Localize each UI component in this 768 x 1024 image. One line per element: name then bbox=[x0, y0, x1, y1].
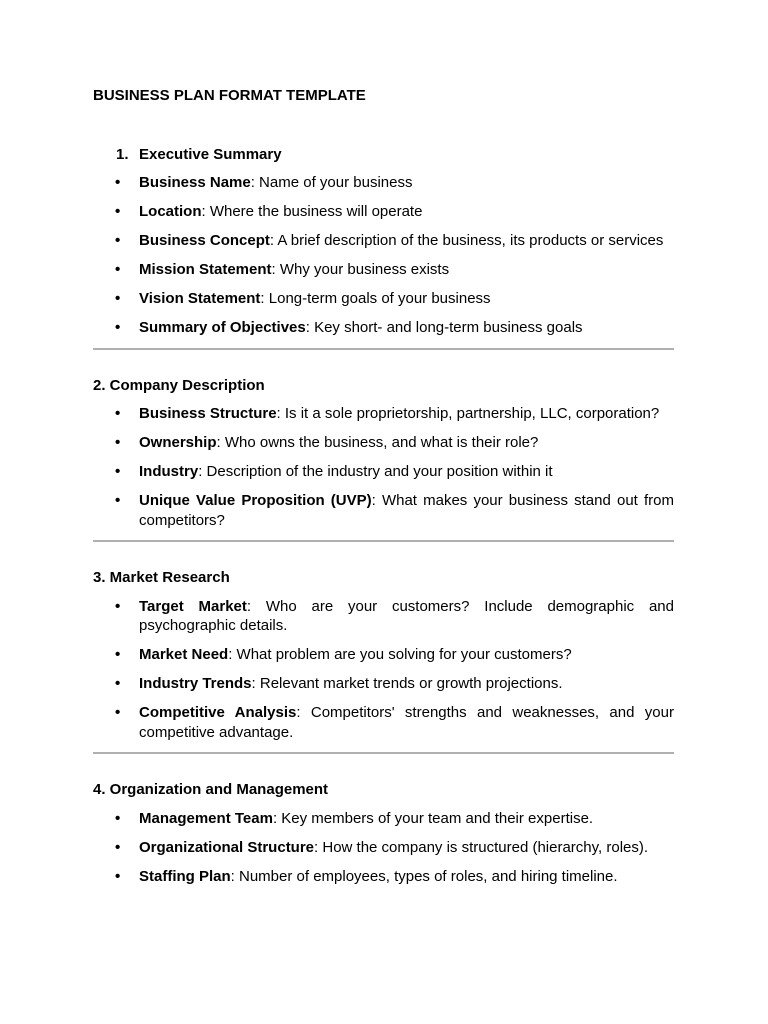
list-item bbox=[93, 674, 674, 694]
bullet-icon: • bbox=[115, 434, 121, 451]
item-text: : Name of your business bbox=[250, 174, 413, 191]
item-term: Target Market bbox=[139, 597, 247, 615]
item-text: : Key members of your team and their expertise. bbox=[272, 809, 594, 827]
section-heading: 4. Organization and Management bbox=[93, 781, 329, 798]
item-term: Location bbox=[139, 203, 202, 220]
section-market-research bbox=[93, 568, 674, 754]
bullet-icon: • bbox=[115, 675, 121, 692]
list-item bbox=[93, 202, 674, 222]
item-text: : A brief description of the business, its products or services bbox=[269, 232, 664, 249]
item-term: Organizational Structure bbox=[139, 838, 315, 856]
section-divider bbox=[93, 540, 674, 542]
item-term: Ownership bbox=[139, 434, 217, 451]
item-term: Summary of Objectives bbox=[139, 319, 306, 336]
list-item bbox=[93, 597, 674, 636]
bullet-icon: • bbox=[115, 261, 121, 278]
item-term: Business Concept bbox=[139, 232, 270, 249]
bullet-icon: • bbox=[115, 174, 121, 191]
bullet-icon: • bbox=[115, 646, 121, 663]
list-item bbox=[93, 433, 674, 453]
item-list bbox=[93, 809, 674, 887]
item-term: Market Need bbox=[139, 646, 229, 663]
item-term: Staffing Plan bbox=[139, 867, 231, 885]
bullet-icon: • bbox=[115, 838, 121, 856]
item-text: : Long-term goals of your business bbox=[260, 290, 491, 307]
item-text: : Who are your customers? Include demographic and psychographic details. bbox=[139, 597, 674, 634]
section-executive-summary bbox=[93, 145, 674, 350]
item-list bbox=[93, 404, 674, 530]
bullet-icon: • bbox=[115, 290, 121, 307]
list-item bbox=[93, 809, 674, 829]
section-heading: 2. Company Description bbox=[93, 376, 265, 394]
bullet-icon: • bbox=[115, 463, 121, 480]
bullet-icon: • bbox=[115, 203, 121, 220]
list-item bbox=[93, 318, 674, 338]
list-item bbox=[93, 491, 674, 530]
bullet-icon: • bbox=[115, 867, 121, 885]
item-text: : Why your business exists bbox=[271, 261, 450, 278]
item-text: : Is it a sole proprietorship, partnership, LLC, corporation? bbox=[276, 405, 660, 422]
list-item bbox=[93, 838, 674, 858]
section-organization-management bbox=[93, 780, 674, 886]
item-list bbox=[93, 597, 674, 743]
item-list bbox=[93, 173, 674, 338]
bullet-icon: • bbox=[115, 809, 121, 827]
item-text: : Number of employees, types of roles, and hiring timeline. bbox=[230, 867, 618, 885]
heading-text: Executive Summary bbox=[139, 146, 282, 163]
item-term: Industry bbox=[139, 463, 199, 480]
item-text: : Who owns the business, and what is their role? bbox=[216, 434, 539, 451]
section-divider bbox=[93, 752, 674, 754]
bullet-icon: • bbox=[115, 405, 121, 422]
list-item bbox=[93, 404, 674, 424]
list-item bbox=[93, 867, 674, 887]
item-text: : What makes your business stand out from competitors? bbox=[139, 492, 674, 529]
bullet-icon: • bbox=[115, 597, 121, 615]
item-text: : Description of the industry and your position within it bbox=[198, 463, 553, 480]
bullet-icon: • bbox=[115, 492, 121, 509]
item-text: : Relevant market trends or growth projections. bbox=[251, 675, 563, 692]
section-heading bbox=[93, 145, 674, 164]
item-text: : Competitors' strengths and weaknesses, and your competitive advantage. bbox=[139, 704, 674, 741]
item-term: Mission Statement bbox=[139, 261, 272, 278]
item-term: Business Name bbox=[139, 174, 251, 191]
list-item bbox=[93, 462, 674, 482]
heading-number: 1. bbox=[116, 146, 129, 163]
section-company-description bbox=[93, 376, 674, 543]
item-text: : Where the business will operate bbox=[201, 203, 423, 220]
item-term: Unique Value Proposition (UVP) bbox=[139, 492, 372, 509]
item-term: Vision Statement bbox=[139, 290, 261, 307]
document-title: BUSINESS PLAN FORMAT TEMPLATE bbox=[93, 87, 366, 104]
list-item bbox=[93, 231, 674, 251]
item-text: : Key short- and long-term business goals bbox=[305, 319, 583, 336]
item-term: Management Team bbox=[139, 809, 273, 827]
list-item bbox=[93, 260, 674, 280]
section-divider bbox=[93, 348, 674, 350]
item-term: Industry Trends bbox=[139, 675, 252, 692]
list-item bbox=[93, 173, 674, 193]
bullet-icon: • bbox=[115, 319, 121, 336]
bullet-icon: • bbox=[115, 232, 121, 249]
section-heading: 3. Market Research bbox=[93, 569, 230, 586]
item-term: Business Structure bbox=[139, 405, 277, 422]
list-item bbox=[93, 289, 674, 309]
item-term: Competitive Analysis bbox=[139, 704, 297, 721]
item-text: : How the company is structured (hierarchy, roles). bbox=[314, 838, 649, 856]
list-item bbox=[93, 703, 674, 742]
bullet-icon: • bbox=[115, 704, 121, 721]
item-text: : What problem are you solving for your customers? bbox=[228, 646, 572, 663]
list-item bbox=[93, 645, 674, 665]
